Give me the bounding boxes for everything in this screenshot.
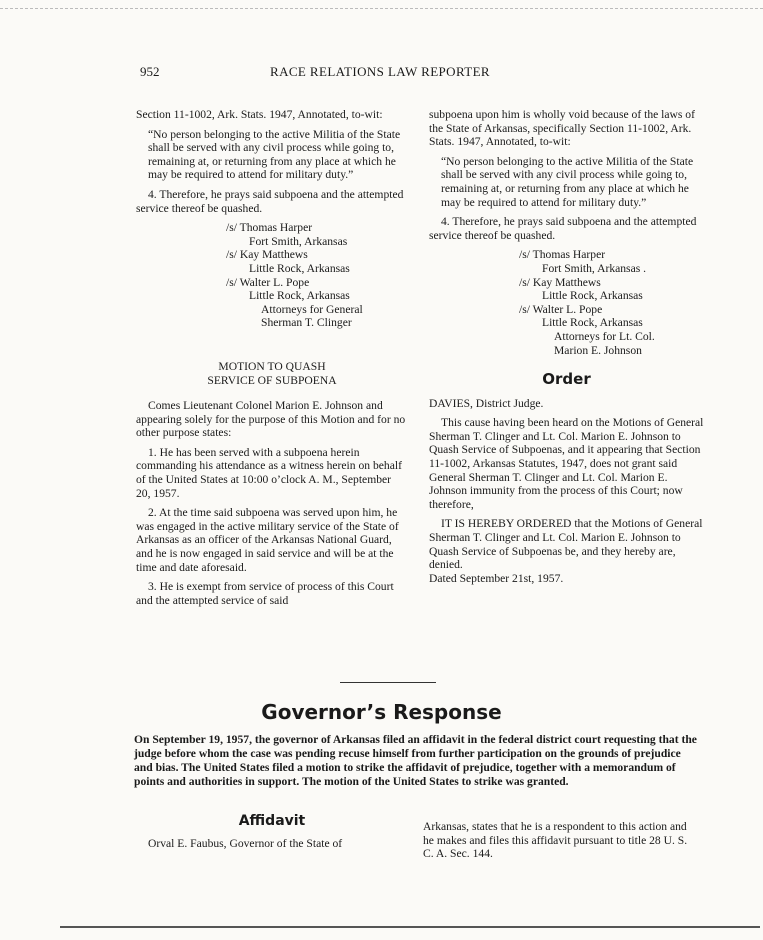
- affidavit-right: [423, 820, 699, 861]
- paragraph: Section 11-1002, Ark. Stats. 1947, Annotated, to-wit:: [136, 108, 383, 121]
- signature-line: /s/ Thomas Harper: [226, 221, 313, 235]
- signature-line: Little Rock, Arkansas: [249, 261, 350, 275]
- signature-line: /s/ Kay Matthews: [519, 275, 601, 289]
- order-heading: Order: [542, 370, 591, 389]
- signature-line: Little Rock, Arkansas: [249, 289, 350, 303]
- paragraph: IT IS HEREBY ORDERED that the Motions of General Sherman T. Clinger and Lt. Col. Marion E. Johnson to Quash Service of Subpoenas be, and they hereby are, denied.: [429, 517, 703, 572]
- signature-line: /s/ Walter L. Pope: [226, 275, 310, 289]
- signature-line: Fort Smith, Arkansas .: [542, 261, 647, 275]
- block-quote: “No person belonging to the active Militia of the State shall be served with any civil process while going to, remaining at, or returning from any place at which he may be required to attend for military duty.”: [148, 127, 401, 182]
- signature-line: Little Rock, Arkansas: [542, 316, 643, 330]
- signature-line: Attorneys for Lt. Col.: [554, 329, 655, 343]
- paragraph: 1. He has been served with a subpoena herein commanding his attendance as a witness herein on behalf of the United States at 10:00 o’clock A. M., September 20, 1957.: [136, 445, 402, 500]
- intro-paragraph: On September 19, 1957, the governor of Arkansas filed an affidavit in the federal district court requesting that the judge before whom the case was pending recuse himself from further participation on the grounds of prejudice and bias. The United States filed a motion to strike the affidavit of prejudice, together with a memorandum of points and authorities in support. The motion of the United States to strike was granted.: [134, 733, 697, 788]
- right-column: [429, 108, 704, 585]
- affidavit-left: [136, 815, 408, 850]
- signature-line: Marion E. Johnson: [554, 343, 642, 357]
- scan-bottom-edge: [60, 926, 760, 928]
- motion-heading: [136, 360, 408, 387]
- paragraph: 3. He is exempt from service of process of this Court and the attempted service of said: [136, 580, 394, 607]
- signature-line: Fort Smith, Arkansas: [249, 234, 348, 248]
- signature-line: Attorneys for General: [261, 302, 363, 316]
- left-column: [136, 108, 408, 607]
- paragraph: 4. Therefore, he prays said subpoena and the attempted service thereof be quashed.: [136, 187, 404, 215]
- page-number: 952: [140, 64, 160, 79]
- scan-top-edge: [0, 0, 763, 9]
- signature-block: [226, 221, 408, 330]
- block-quote: “No person belonging to the active Militia of the State shall be served with any civil process while going to, remaining at, or returning from any place at which he may be required to attend for military duty.”: [441, 154, 694, 209]
- motion-heading-line: MOTION TO QUASH: [218, 359, 326, 373]
- signature-block: [519, 248, 704, 357]
- running-title: RACE RELATIONS LAW REPORTER: [270, 64, 490, 79]
- affidavit-heading: Affidavit: [238, 813, 306, 829]
- paragraph: This cause having been heard on the Motions of General Sherman T. Clinger and Lt. Col. Marion E. Johnson to Quash Service of Subpoenas, and it appearing that Section 11-1002, Arkansas Statutes, 1947, does not grant said General Sherman T. Clinger and Lt. Col. Marion E. Johnson immunity from the process of this Court; now therefore,: [429, 416, 704, 511]
- paragraph: subpoena upon him is wholly void because of the laws of the State of Arkansas, specifically Section 11-1002, Ark. Stats. 1947, Annotated, to-wit:: [429, 108, 695, 149]
- signature-line: Sherman T. Clinger: [261, 316, 352, 330]
- paragraph: Arkansas, states that he is a respondent to this action and he makes and files this affidavit pursuant to title 28 U. S. C. A. Sec. 144.: [423, 820, 688, 861]
- paragraph: Comes Lieutenant Colonel Marion E. Johnson and appearing solely for the purpose of this Motion and for no other purpose states:: [136, 399, 406, 440]
- paragraph: 4. Therefore, he prays said subpoena and the attempted service thereof be quashed.: [429, 215, 697, 242]
- page-header: [0, 64, 763, 82]
- paragraph: 2. At the time said subpoena was served upon him, he was engaged in the active military service of the State of Arkansas as an officer of the Arkansas National Guard, and he is now engaged in said service and will be at the time and date aforesaid.: [136, 506, 399, 574]
- dated-line: Dated September 21st, 1957.: [429, 571, 564, 585]
- section-title: Governor’s Response: [261, 700, 502, 724]
- motion-heading-line: SERVICE OF SUBPOENA: [207, 373, 337, 387]
- section-divider: [340, 682, 436, 683]
- signature-line: /s/ Kay Matthews: [226, 248, 308, 262]
- judge-line: DAVIES, District Judge.: [429, 396, 544, 410]
- signature-line: /s/ Thomas Harper: [519, 248, 606, 262]
- paragraph: Orval E. Faubus, Governor of the State of: [148, 836, 343, 850]
- signature-line: /s/ Walter L. Pope: [519, 302, 603, 316]
- signature-line: Little Rock, Arkansas: [542, 289, 643, 303]
